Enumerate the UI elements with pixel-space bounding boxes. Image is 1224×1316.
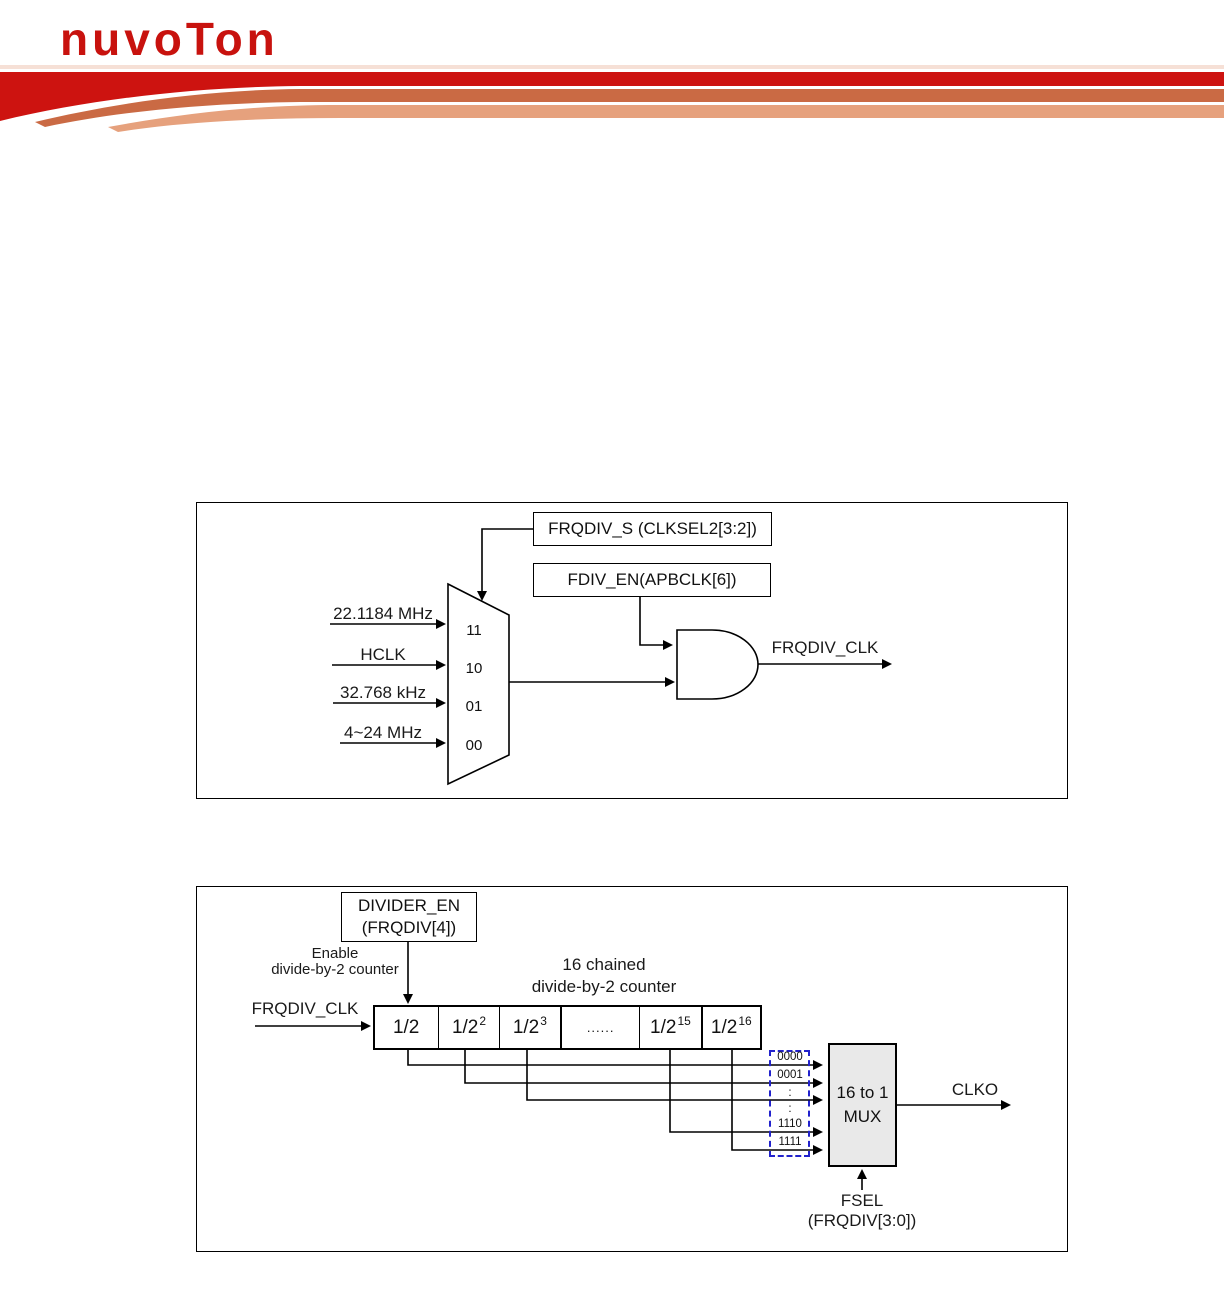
divider-en-line2: (FRQDIV[4]) [361,918,457,937]
cell-base: 1/2 [710,1016,738,1038]
frqdiv-clk-input-label: FRQDIV_CLK [251,999,359,1018]
mux-label-line2: MUX [843,1107,882,1126]
mux-16to1-box [828,1043,897,1167]
chain-cell-1-2p3 [499,1007,560,1048]
fdiv-en-label: FDIV_EN(APBCLK[6]) [567,570,737,589]
tap-code-1110: 1110 [778,1118,802,1130]
tap-line-0000 [408,1050,814,1065]
chain-title-line1: 16 chained [562,955,646,974]
input-label-4-24mhz: 4~24 MHz [344,723,422,742]
input-label-hclk: HCLK [360,645,406,664]
frqdiv-s-box [533,512,772,546]
chain-cell-ellipsis [560,1007,639,1048]
enable-note-line2: divide-by-2 counter [271,961,399,978]
cell-sup: 3 [540,1013,547,1028]
cell-base: ...... [586,1020,615,1035]
frqdivs-to-mux-line [482,529,533,592]
cell-base: 1/2 [512,1016,540,1038]
frqdiv-clk-output-label: FRQDIV_CLK [771,638,879,657]
tap-code-0000: 0000 [777,1051,803,1063]
tap-code-0001: 0001 [777,1069,803,1081]
tap-code-dots-1: : [788,1087,792,1099]
fsel-label-line1: FSEL [840,1191,884,1210]
divider-en-box [341,892,477,942]
chain-cell-1-2p16 [701,1007,760,1048]
cell-base: 1/2 [392,1016,420,1038]
clko-output-label: CLKO [951,1080,999,1099]
mux-select-01: 01 [465,698,483,715]
mux-label-line1: 16 to 1 [836,1083,889,1102]
and-gate [677,630,758,699]
enable-note-line1: Enable [311,945,359,962]
input-label-32khz: 32.768 kHz [340,683,426,702]
mux-select-00: 00 [465,737,483,754]
cell-sup: 15 [677,1013,691,1028]
cell-sup: 16 [738,1013,752,1028]
tap-code-1111: 1111 [778,1136,802,1148]
fdiven-to-and-line [640,597,664,645]
mux-select-10: 10 [465,660,483,677]
cell-base: 1/2 [451,1016,479,1038]
divider-chain [373,1005,762,1050]
chain-cell-1-2p15 [639,1007,700,1048]
fdiv-en-box [533,563,771,597]
tap-code-dots-2: : [788,1103,792,1115]
tap-line-0001 [465,1050,814,1083]
chain-cell-1-2 [375,1007,438,1048]
cell-base: 1/2 [650,1016,677,1038]
chain-title-line2: divide-by-2 counter [531,977,677,996]
input-label-22mhz: 22.1184 MHz [333,604,433,623]
frqdiv-s-label: FRQDIV_S (CLKSEL2[3:2]) [548,519,757,538]
chain-cell-1-2p2 [438,1007,498,1048]
cell-sup: 2 [479,1013,487,1028]
fsel-label-line2: (FRQDIV[3:0]) [807,1211,917,1230]
nuvoton-logo: nuvoTon [60,13,279,65]
divider-en-line1: DIVIDER_EN [357,896,461,915]
mux-select-11: 11 [466,622,482,639]
